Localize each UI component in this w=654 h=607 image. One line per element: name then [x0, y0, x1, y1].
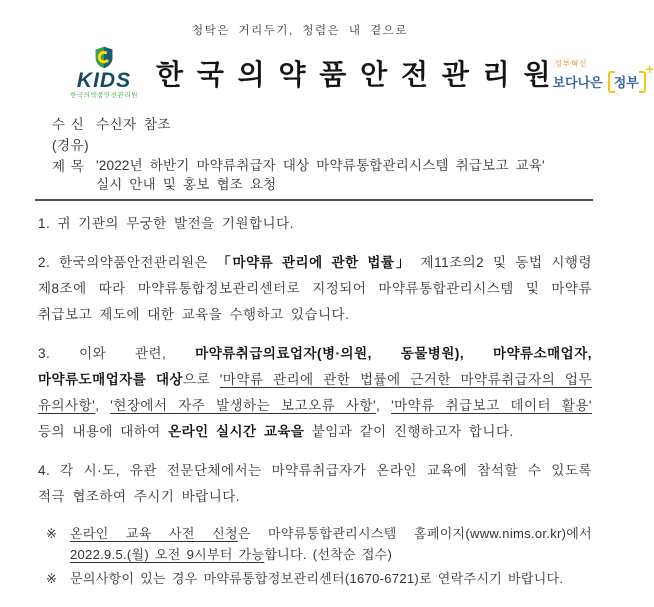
text-segment: 2. 한국의약품안전관리원은: [38, 255, 217, 270]
kids-org-name: 한국의약품안전관리원: [70, 92, 138, 100]
subject-row: [52, 156, 592, 194]
underlined-text: 2022.9.5.(월) 오전 9시부터 가능: [70, 547, 265, 562]
footnote-2: [46, 568, 592, 589]
via-row: [52, 135, 592, 156]
text-segment: 합니다. (선착순 접수): [264, 547, 393, 562]
gov-logo-brackets: [608, 60, 654, 93]
gov-logo-tagline: 정부혁신: [554, 58, 588, 68]
underlined-text: '마약류 관리에 관한 법률에 근거한 마약류취급자의 업무 유의사항': [38, 372, 592, 413]
header-divider: [35, 199, 593, 201]
paragraph-4: 4. 각 시·도, 유관 전문단체에서는 마약류취급자가 온라인 교육에 참석할 수 있도록 적극 협조하여 주시기 바랍니다.: [38, 463, 592, 504]
kids-logo: [52, 46, 156, 100]
reference-mark-icon: ※: [46, 571, 58, 586]
plus-icon: +: [645, 60, 654, 77]
recipient-row: [52, 114, 592, 135]
subject-line-1: '2022년 하반기 마약류취급자 대상 마약류통합관리시스템 취급보고 교육': [96, 158, 545, 173]
bold-text: 마약류취급의료업자(병·의원, 동물병원), 마약류소매업자, 마약류도매업자를 대상: [38, 346, 592, 387]
recipient-label: 수 신: [52, 117, 85, 132]
letter-body: [38, 211, 592, 510]
recipient-block: [52, 114, 592, 194]
subject-line-2: 실시 안내 및 홍보 협조 요청: [96, 177, 277, 192]
footnote-text: [70, 523, 592, 565]
text-segment: ,: [95, 398, 111, 413]
footnote-text: 문의사항이 있는 경우 마약류통합정보관리센터(1670-6721)로 연락주시기 바랍니다.: [70, 571, 564, 586]
bold-text: 온라인 실시간 교육을: [168, 424, 305, 439]
bold-text: 「마약류 관리에 관한 법률」: [216, 255, 412, 270]
text-segment: 3. 이와 관련,: [38, 346, 196, 361]
via-label: (경유): [52, 138, 90, 153]
gov-innovation-logo: [552, 54, 654, 93]
gov-logo-text-left: 보다나은: [552, 74, 603, 90]
paragraph-2: [38, 250, 592, 328]
text-segment: 으로: [183, 372, 220, 387]
paragraph-1: 1. 귀 기관의 무궁한 발전을 기원합니다.: [38, 216, 294, 231]
letterhead: [0, 46, 654, 100]
footnotes: [46, 523, 592, 589]
integrity-slogan: 청탁은 거리두기, 청렴은 내 곁으로: [192, 25, 408, 37]
paragraph-3: [38, 341, 592, 445]
subject-label: 제 목: [52, 159, 85, 174]
recipient-value: 수신자 참조: [96, 117, 171, 132]
underlined-text: '마약류 취급보고 데이터 활용': [391, 398, 592, 413]
gov-logo-text-right: 정부: [613, 74, 639, 90]
text-segment: 제11조의2 및 동법 시행령 제8조에 따라 마약류통합정보관리센터로 지정되어 마약류통합관리시스템 및 마약류 취급보고 제도에 대한 교육을 수행하고 있습니다.: [38, 255, 592, 322]
text-segment: 붙임과 같이 진행하고자 합니다.: [304, 424, 514, 439]
text-segment: ,: [376, 398, 392, 413]
text-segment: 은 마약류통합관리시스템 홈페이지(www.nims.or.kr)에서: [237, 526, 592, 541]
footnote-1: [46, 523, 592, 565]
organization-title: 한 국 의 약 품 안 전 관 리 원: [156, 59, 553, 90]
underlined-text: 온라인 교육 사전 신청: [70, 526, 238, 541]
text-segment: 등의 내용에 대하여: [38, 424, 169, 439]
subject-value: [96, 156, 545, 194]
reference-mark-icon: ※: [46, 526, 58, 541]
underlined-text: '현장에서 자주 발생하는 보고오류 사항': [110, 398, 377, 413]
shield-icon: [94, 46, 114, 69]
kids-acronym: KIDS: [76, 69, 132, 93]
